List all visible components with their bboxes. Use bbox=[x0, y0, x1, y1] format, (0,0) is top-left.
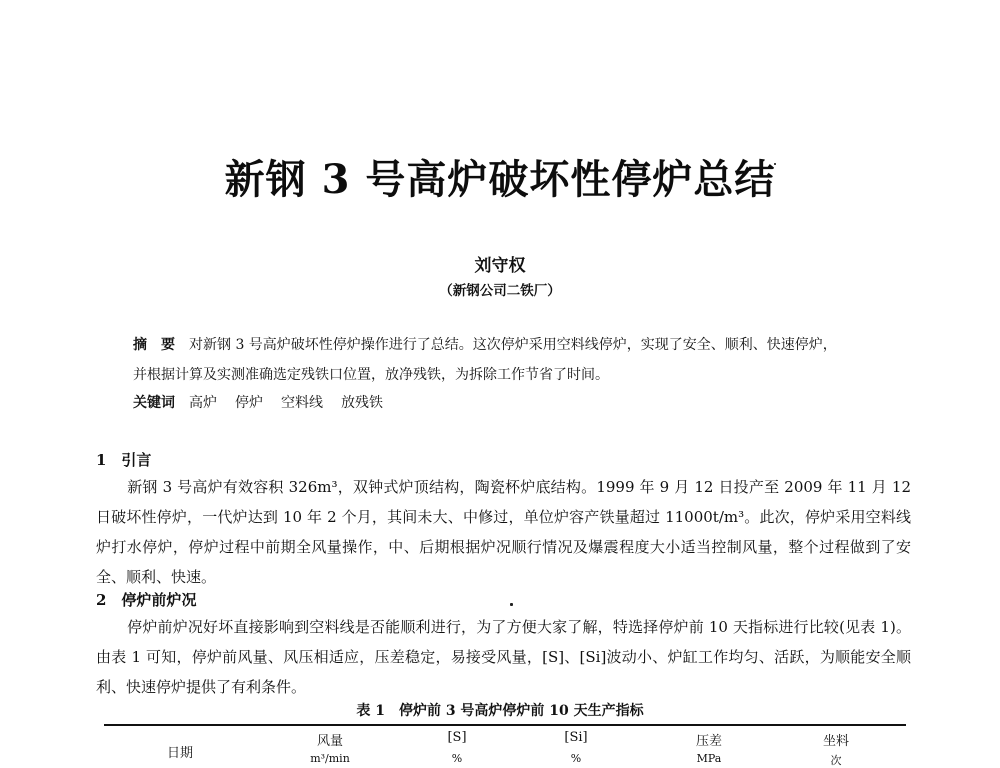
scan-speck bbox=[510, 603, 513, 606]
keyword: 停炉 bbox=[235, 395, 263, 411]
keywords-label: 关键词 bbox=[133, 395, 175, 411]
table-caption: 表 1 停炉前 3 号高炉停炉前 10 天生产指标 bbox=[356, 703, 644, 719]
table-unit-silicon: % bbox=[570, 752, 582, 765]
abstract-line-1 bbox=[133, 334, 933, 354]
table-header-wind-volume: 风量 bbox=[316, 734, 343, 749]
section-heading-introduction: 1 引言 bbox=[96, 451, 152, 469]
table-header-date: 日期 bbox=[166, 746, 193, 761]
paragraph-text: 停炉前炉况好坏直接影响到空料线是否能顺利进行，为了方便大家了解，特选择停炉前 10 天指标进行比较(见表 1)。由表 1 可知，停炉前风量、风压相适应，压差稳定，易接受风量，[S]、[Si]波动小、炉缸工作均匀、活跃，为顺能安全顺利、快速停炉提供了有利条件。 bbox=[96, 618, 911, 696]
keyword: 空料线 bbox=[281, 395, 323, 411]
table-unit-pressure-difference: MPa bbox=[696, 752, 722, 765]
table-header-sulfur: [S] bbox=[447, 730, 467, 745]
abstract-text-1: 对新钢 3 号高炉破坏性停炉操作进行了总结。这次停炉采用空料线停炉，实现了安全、顺利、快速停炉， bbox=[189, 337, 837, 353]
table-top-rule bbox=[104, 724, 906, 726]
keyword: 高炉 bbox=[189, 395, 217, 411]
keyword: 放残铁 bbox=[341, 395, 383, 411]
abstract-line-2: 并根据计算及实测准确选定残铁口位置，放净残铁，为拆除工作节省了时间。 bbox=[133, 367, 609, 383]
author-affiliation: （新钢公司二铁厂） bbox=[439, 283, 561, 299]
abstract-label: 摘 要 bbox=[133, 337, 175, 353]
table-header-pressure-difference: 压差 bbox=[695, 734, 722, 749]
section-paragraph-prior-conditions bbox=[96, 612, 911, 702]
table-unit-wind-volume: m³/min bbox=[310, 752, 350, 765]
table-header-burden-slip: 坐料 bbox=[822, 734, 849, 749]
keywords-line bbox=[133, 392, 933, 412]
table-unit-burden-slip: 次 bbox=[830, 754, 842, 767]
paper-title: 新钢 3 号高炉破坏性停炉总结 bbox=[224, 156, 776, 203]
section-paragraph-introduction bbox=[96, 472, 911, 592]
table-header-silicon: [Si] bbox=[564, 730, 588, 745]
paragraph-text: 新钢 3 号高炉有效容积 326m³，双钟式炉顶结构，陶瓷杯炉底结构。1999 年 9 月 12 日投产至 2009 年 11 月 12 日破坏性停炉，一代炉达到 10 年 2 个月，其间未大、中修过，单位炉容产铁量超过 11000t/m³。此次，停炉采用空料线炉打水停炉，停炉过程中前期全风量操作，中、后期根据炉况顺行情况及爆震程度大小适当控制风量，整个过程做到了安全、顺利、快速。 bbox=[96, 478, 911, 586]
table-unit-sulfur: % bbox=[451, 752, 463, 765]
author-name: 刘守权 bbox=[474, 256, 526, 276]
section-heading-prior-conditions: 2 停炉前炉况 bbox=[96, 591, 197, 609]
